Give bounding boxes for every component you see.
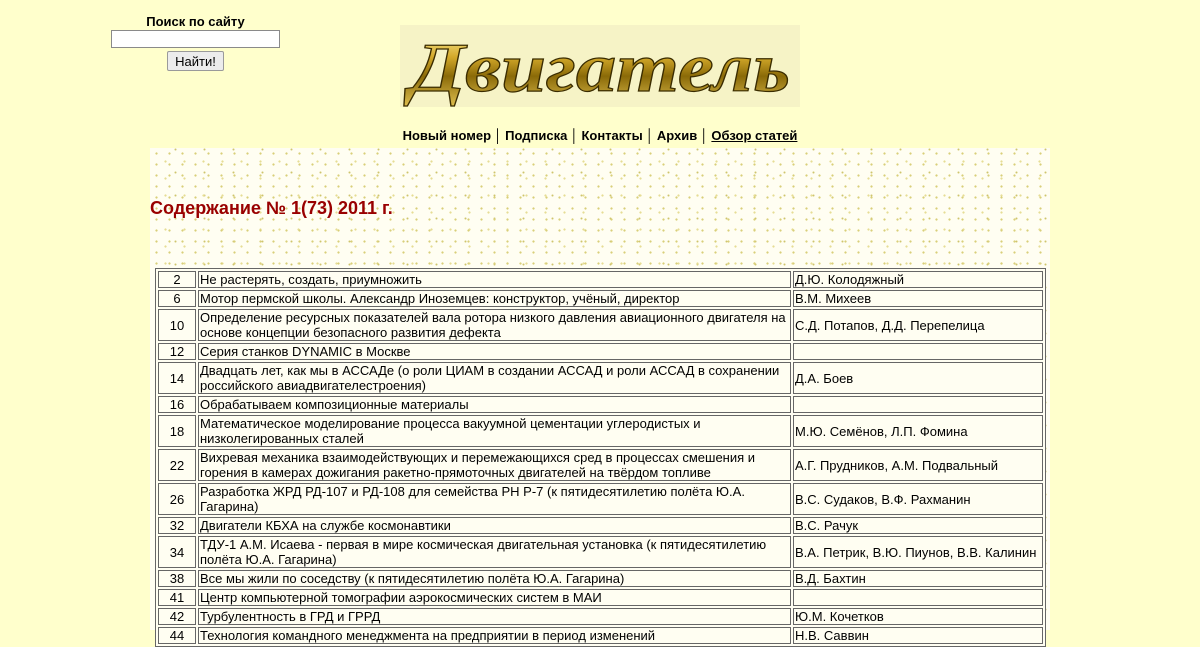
nav-separator: │ — [494, 128, 503, 143]
page-number-cell: 16 — [158, 396, 196, 413]
main-nav — [0, 127, 1200, 145]
authors-cell: В.С. Рачук — [793, 517, 1043, 534]
table-row — [158, 608, 1043, 625]
article-title-link[interactable]: Турбулентность в ГРД и ГРРД — [198, 608, 791, 625]
table-row — [158, 343, 1043, 360]
table-row — [158, 589, 1043, 606]
article-title-link[interactable]: Центр компьютерной томографии аэрокосмических систем в МАИ — [198, 589, 791, 606]
article-title-link[interactable]: ТДУ-1 А.М. Исаева - первая в мире космическая двигательная установка (к пятидесятилетию полёта Ю.А. Гагарина) — [198, 536, 791, 568]
authors-cell: Д.А. Боев — [793, 362, 1043, 394]
page-number-cell: 42 — [158, 608, 196, 625]
table-row — [158, 415, 1043, 447]
contents-table — [155, 268, 1046, 647]
page-number-cell: 2 — [158, 271, 196, 288]
page-number-cell: 26 — [158, 483, 196, 515]
table-row — [158, 449, 1043, 481]
authors-cell: В.Д. Бахтин — [793, 570, 1043, 587]
nav-link-contacts[interactable]: Контакты — [581, 128, 643, 143]
article-title-link[interactable]: Серия станков DYNAMIC в Москве — [198, 343, 791, 360]
authors-cell — [793, 589, 1043, 606]
logo-text: Двигатель — [403, 30, 790, 107]
page-number-cell: 32 — [158, 517, 196, 534]
authors-cell: С.Д. Потапов, Д.Д. Перепелица — [793, 309, 1043, 341]
nav-separator: │ — [645, 128, 654, 143]
authors-cell — [793, 396, 1043, 413]
article-title-link[interactable]: Мотор пермской школы. Александр Иноземцев: конструктор, учёный, директор — [198, 290, 791, 307]
article-title-link[interactable]: Обрабатываем композиционные материалы — [198, 396, 791, 413]
nav-separator: │ — [700, 128, 709, 143]
article-title-link[interactable]: Не растерять, создать, приумножить — [198, 271, 791, 288]
authors-cell: В.М. Михеев — [793, 290, 1043, 307]
table-row — [158, 271, 1043, 288]
table-row — [158, 536, 1043, 568]
article-title-link[interactable]: Разработка ЖРД РД-107 и РД-108 для семейства РН Р-7 (к пятидесятилетию полёта Ю.А. Гагарина) — [198, 483, 791, 515]
nav-link-archive[interactable]: Архив — [656, 128, 698, 143]
nav-link-articles-review[interactable]: Обзор статей — [711, 128, 798, 143]
authors-cell: В.А. Петрик, В.Ю. Пиунов, В.В. Калинин — [793, 536, 1043, 568]
article-title-link[interactable]: Вихревая механика взаимодействующих и перемежающихся сред в процессах смешения и горения в камерах дожигания ракетно-прямоточных двигателей на твёрдом топливе — [198, 449, 791, 481]
table-row — [158, 290, 1043, 307]
page-number-cell: 14 — [158, 362, 196, 394]
nav-link-subscription[interactable]: Подписка — [505, 128, 568, 143]
nav-separator: │ — [570, 128, 579, 143]
authors-cell: Н.В. Саввин — [793, 627, 1043, 644]
nav-link-new-issue[interactable]: Новый номер — [402, 128, 492, 143]
authors-cell: М.Ю. Семёнов, Л.П. Фомина — [793, 415, 1043, 447]
page-title: Содержание № 1(73) 2011 г. — [150, 198, 393, 218]
table-row — [158, 483, 1043, 515]
logo-wordmark — [400, 25, 800, 107]
authors-cell: Д.Ю. Колодяжный — [793, 271, 1043, 288]
authors-cell — [793, 343, 1043, 360]
page-number-cell: 12 — [158, 343, 196, 360]
page-number-cell: 22 — [158, 449, 196, 481]
article-title-link[interactable]: Двигатели КБХА на службе космонавтики — [198, 517, 791, 534]
search-label: Поиск по сайту — [146, 14, 245, 29]
page-number-cell: 44 — [158, 627, 196, 644]
table-row — [158, 309, 1043, 341]
authors-cell: В.С. Судаков, В.Ф. Рахманин — [793, 483, 1043, 515]
article-title-link[interactable]: Все мы жили по соседству (к пятидесятилетию полёта Ю.А. Гагарина) — [198, 570, 791, 587]
table-row — [158, 517, 1043, 534]
table-row — [158, 396, 1043, 413]
table-row — [158, 362, 1043, 394]
site-logo[interactable] — [400, 25, 800, 107]
article-title-link[interactable]: Математическое моделирование процесса вакуумной цементации углеродистых и низколегированных сталей — [198, 415, 791, 447]
site-search — [108, 13, 283, 71]
search-input[interactable] — [111, 30, 280, 48]
page-number-cell: 10 — [158, 309, 196, 341]
page-number-cell: 6 — [158, 290, 196, 307]
authors-cell: А.Г. Прудников, А.М. Подвальный — [793, 449, 1043, 481]
article-title-link[interactable]: Двадцать лет, как мы в АССАДе (о роли ЦИАМ в создании АССАД и роли АССАД в сохранении российского авиадвигателестроения) — [198, 362, 791, 394]
page-number-cell: 38 — [158, 570, 196, 587]
table-row — [158, 570, 1043, 587]
article-title-link[interactable]: Технология командного менеджмента на предприятии в период изменений — [198, 627, 791, 644]
page-number-cell: 18 — [158, 415, 196, 447]
article-title-link[interactable]: Определение ресурсных показателей вала ротора низкого давления авиационного двигателя на основе концепции безопасного развития дефекта — [198, 309, 791, 341]
content-area — [150, 148, 1050, 643]
search-button[interactable]: Найти! — [167, 51, 224, 71]
page-number-cell: 34 — [158, 536, 196, 568]
page-number-cell: 41 — [158, 589, 196, 606]
authors-cell: Ю.М. Кочетков — [793, 608, 1043, 625]
